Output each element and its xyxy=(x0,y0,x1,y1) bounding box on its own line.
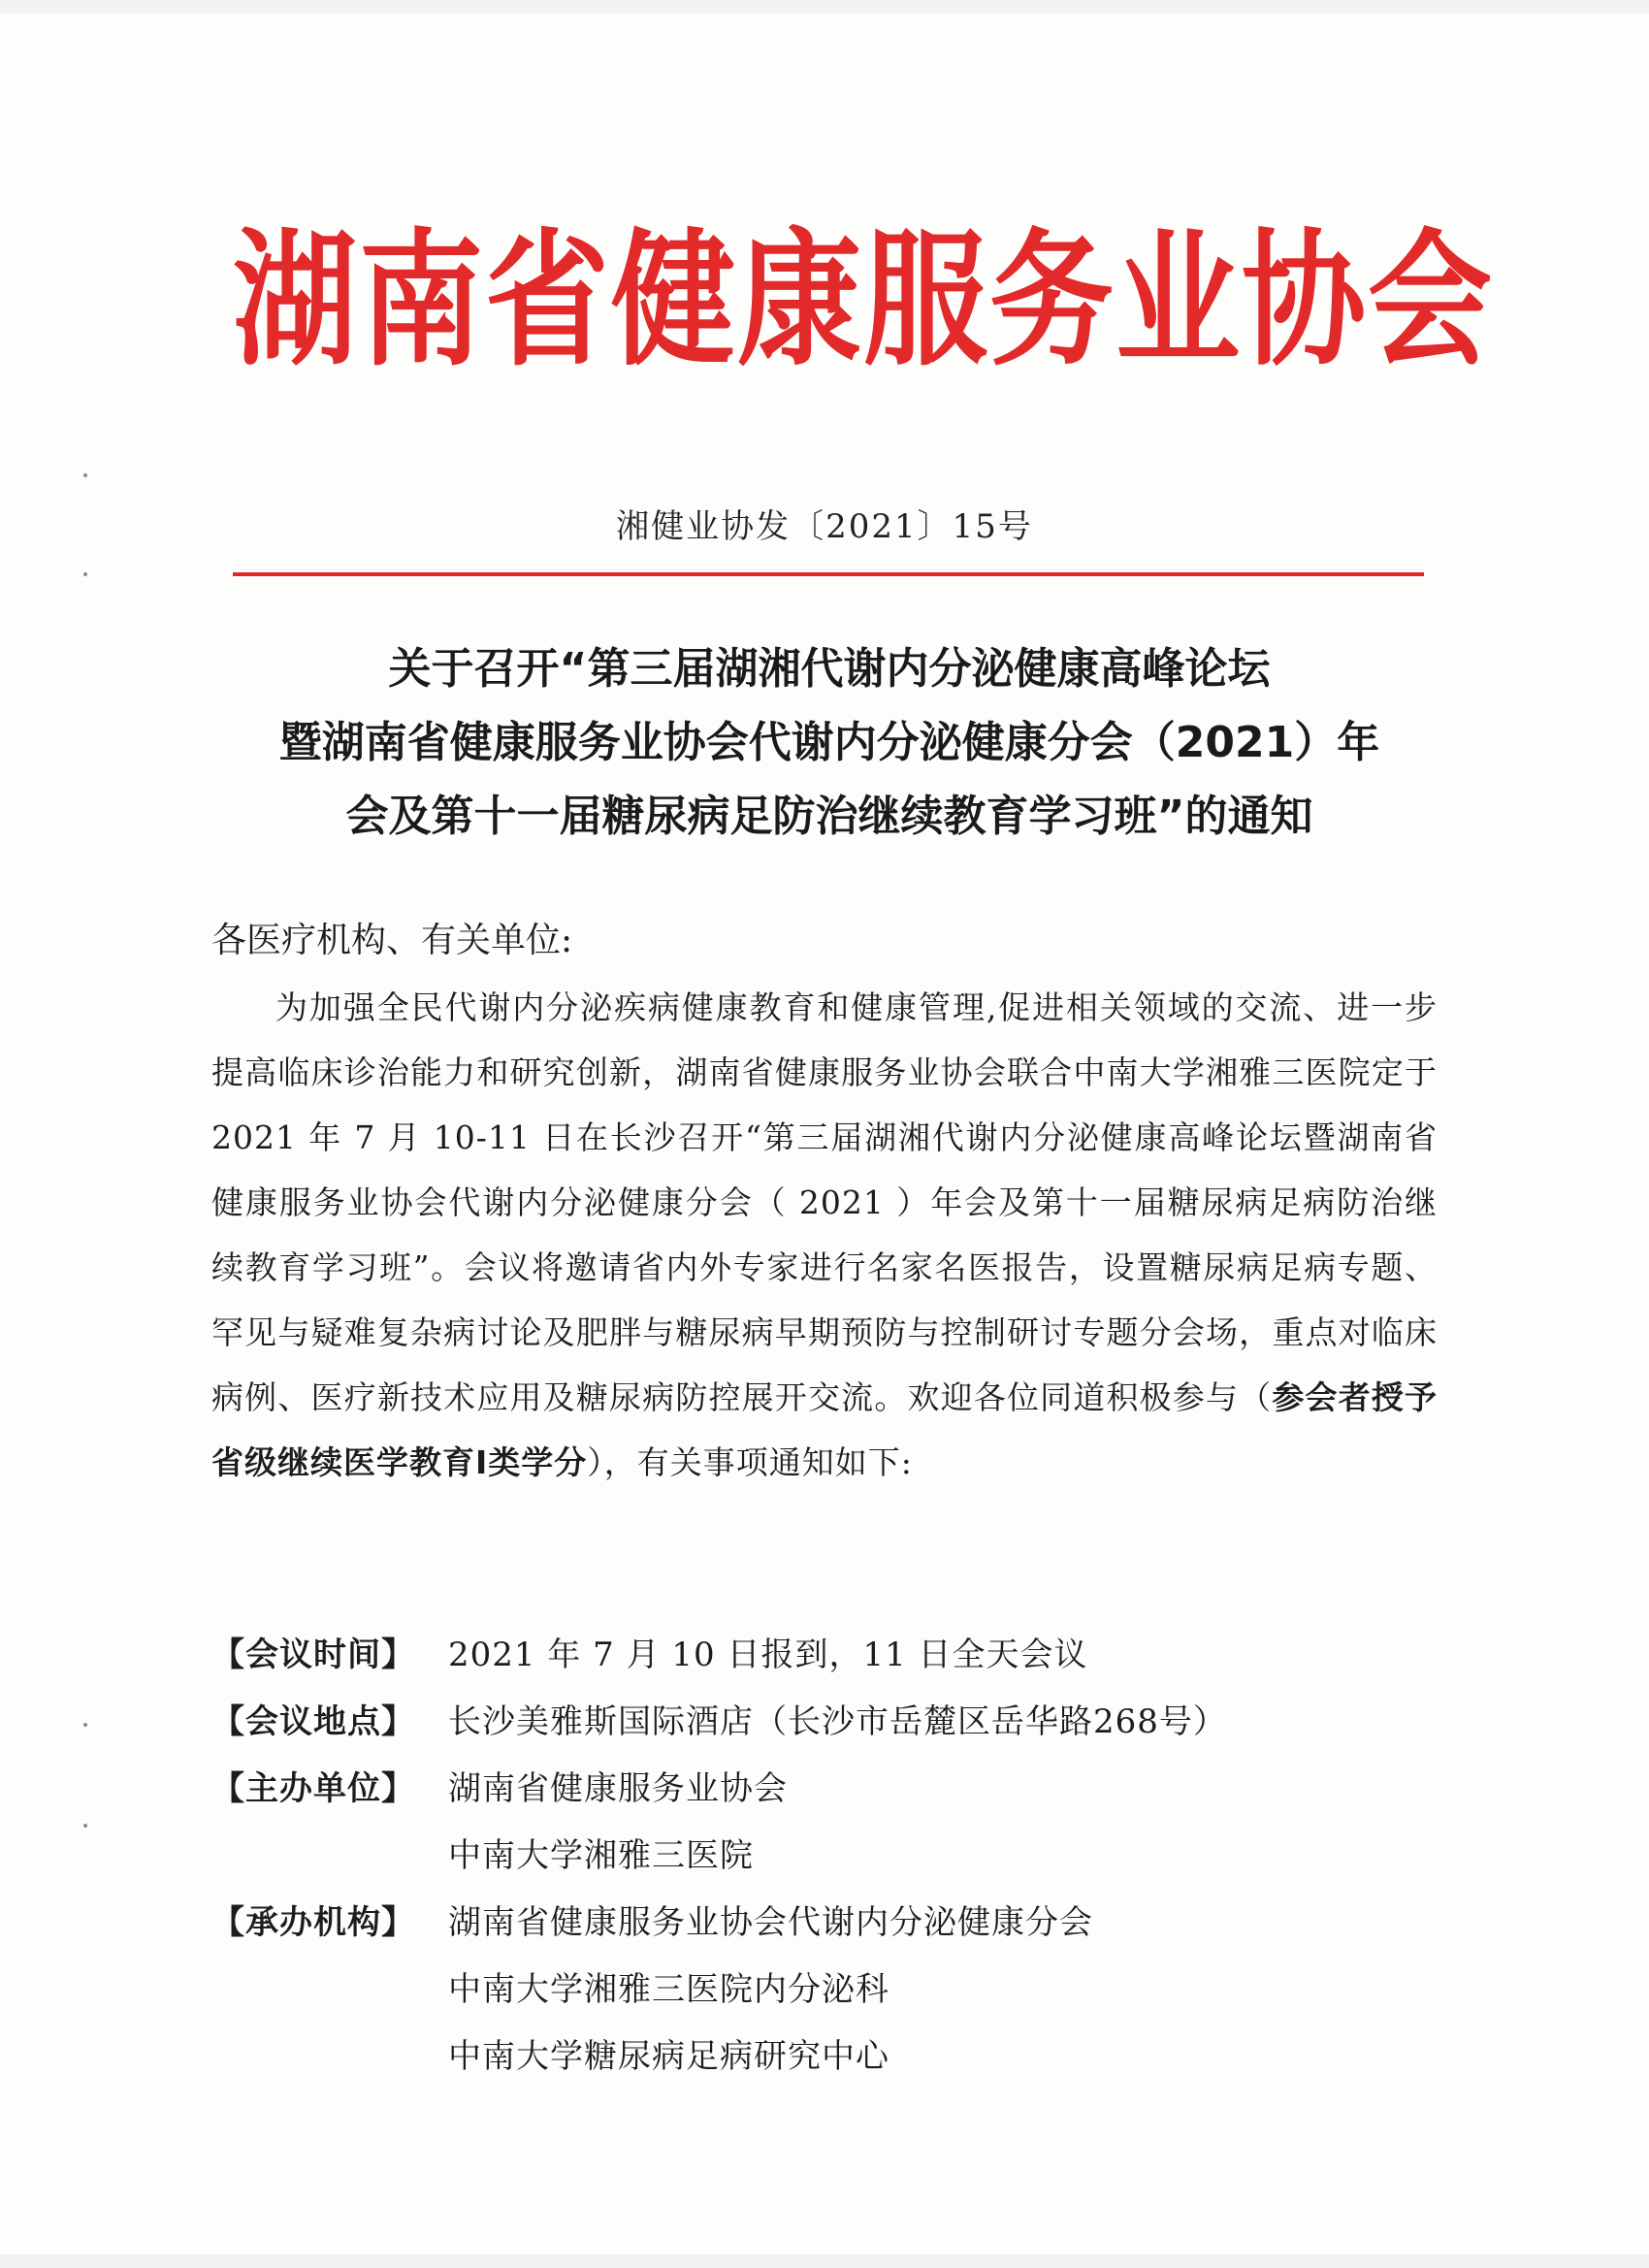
title-line-1: 关于召开“第三届湖湘代谢内分泌健康高峰论坛 xyxy=(388,644,1271,694)
info-value: 中南大学湘雅三医院内分泌科 xyxy=(448,1970,889,2009)
title-line-2: 暨湖南省健康服务业协会代谢内分泌健康分会（2021）年 xyxy=(278,718,1380,767)
info-row-host xyxy=(211,1756,1453,1890)
info-value: 2021 年 7 月 10 日报到，11 日全天会议 xyxy=(448,1636,1088,1674)
meeting-info xyxy=(211,1622,1453,2090)
info-values xyxy=(448,1622,1453,1689)
notice-title xyxy=(223,632,1436,854)
info-values xyxy=(448,1689,1453,1756)
info-label: 【会议地点】 xyxy=(211,1702,415,1741)
body-paragraph xyxy=(211,975,1438,1495)
info-values xyxy=(448,1890,1453,2090)
info-row-time xyxy=(211,1622,1453,1689)
credit-note: 参会者授予省级继续医学教育Ⅰ类学分 xyxy=(211,1378,1439,1481)
body-text-post: ），有关事项通知如下: xyxy=(587,1443,913,1481)
body-text-pre: 为加强全民代谢内分泌疾病健康教育和健康管理,促进相关领域的交流、进一步提高临床诊治能力和研究创新，湖南省健康服务业协会联合中南大学湘雅三医院定于 2021 年 7 月 10-11 日在长沙召开“第三届湖湘代谢内分泌健康高峰论坛暨湖南省健康服务业协会代谢内分泌健康分会（ 2021 ）年会及第十一届糖尿病足病防治继续教育学习班”。会议将邀请省内外专家进行名家名医报告，设置糖尿病足病专题、罕见与疑难复杂病讨论及肥胖与糖尿病早期预防与控制研讨专题分会场，重点对临床病例、医疗新技术应用及糖尿病防控展开交流。欢迎各位同道积极参与（ xyxy=(211,988,1438,1416)
scan-mark xyxy=(83,473,87,477)
info-value: 长沙美雅斯国际酒店（长沙市岳麓区岳华路268号） xyxy=(448,1702,1227,1741)
scan-mark xyxy=(83,1723,87,1727)
scan-mark xyxy=(83,1824,87,1828)
info-value: 中南大学糖尿病足病研究中心 xyxy=(448,2037,889,2076)
salutation: 各医疗机构、有关单位: xyxy=(211,921,573,960)
info-values xyxy=(448,1756,1453,1890)
scan-edge-bottom xyxy=(0,2254,1649,2268)
info-row-venue xyxy=(211,1689,1453,1756)
title-line-3: 会及第十一届糖尿病足防治继续教育学习班”的通知 xyxy=(345,792,1313,841)
organization-header: 湖南省健康服务业协会 xyxy=(233,214,1495,387)
document-number: 湘健业协发〔2021〕15号 xyxy=(616,507,1033,546)
info-value: 湖南省健康服务业协会 xyxy=(448,1769,788,1808)
info-label: 【主办单位】 xyxy=(211,1769,415,1808)
info-label: 【承办机构】 xyxy=(211,1903,415,1942)
scan-mark xyxy=(83,572,87,576)
info-value: 湖南省健康服务业协会代谢内分泌健康分会 xyxy=(448,1903,1093,1942)
info-row-organizer xyxy=(211,1890,1453,2090)
scan-edge-top xyxy=(0,0,1649,14)
info-value: 中南大学湘雅三医院 xyxy=(448,1836,754,1875)
red-divider-line xyxy=(233,572,1424,576)
info-label: 【会议时间】 xyxy=(211,1636,415,1674)
